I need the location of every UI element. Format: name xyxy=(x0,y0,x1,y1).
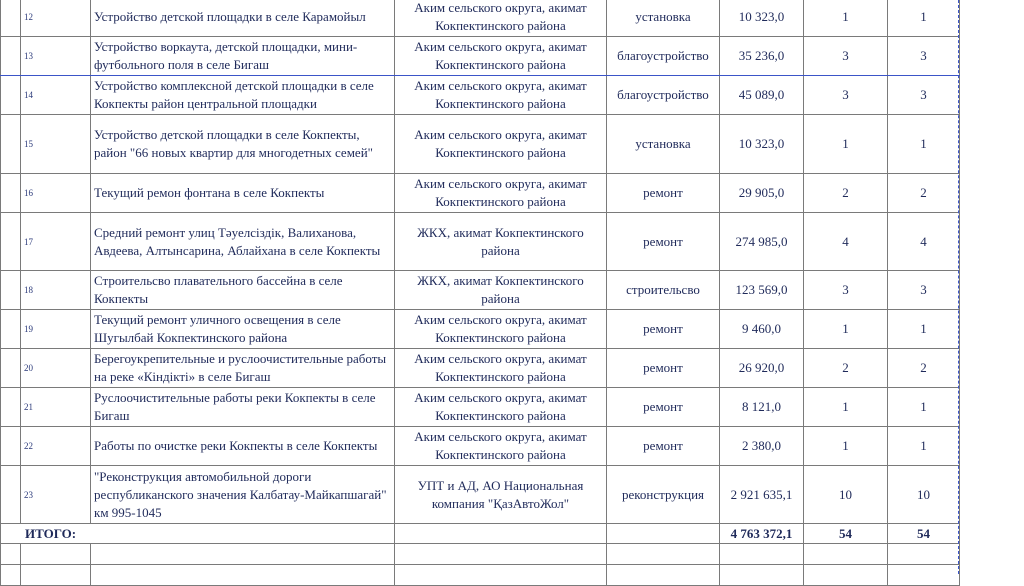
empty-row xyxy=(1,544,960,565)
total-count-2: 54 xyxy=(888,524,960,544)
row-number: 12 xyxy=(21,0,91,37)
row-spacer xyxy=(1,213,21,271)
count-2: 1 xyxy=(888,0,960,37)
table-row xyxy=(1,271,960,310)
page-break-line xyxy=(958,0,959,574)
work-type: ремонт xyxy=(607,388,720,427)
amount: 123 569,0 xyxy=(720,271,804,310)
project-name: Текущий ремон фонтана в селе Кокпекты xyxy=(91,174,395,213)
project-name: Руслоочистительные работы реки Кокпекты в селе Бигаш xyxy=(91,388,395,427)
work-type: реконструкция xyxy=(607,466,720,524)
project-name: Устройство детской площадки в селе Карамойыл xyxy=(91,0,395,37)
work-type: ремонт xyxy=(607,310,720,349)
count-1: 2 xyxy=(804,174,888,213)
table-row xyxy=(1,174,960,213)
table-row xyxy=(1,349,960,388)
count-1: 3 xyxy=(804,271,888,310)
table-row xyxy=(1,388,960,427)
total-count-1: 54 xyxy=(804,524,888,544)
work-type: строительсво xyxy=(607,271,720,310)
empty-cell xyxy=(21,544,91,565)
row-spacer xyxy=(1,37,21,76)
table-row xyxy=(1,76,960,115)
count-2: 10 xyxy=(888,466,960,524)
count-2: 1 xyxy=(888,388,960,427)
row-spacer xyxy=(1,427,21,466)
amount: 35 236,0 xyxy=(720,37,804,76)
project-name: Устройство воркаута, детской площадки, мини-футбольного поля в селе Бигаш xyxy=(91,37,395,76)
amount: 274 985,0 xyxy=(720,213,804,271)
count-2: 1 xyxy=(888,115,960,174)
count-1: 1 xyxy=(804,310,888,349)
empty-cell xyxy=(395,565,607,586)
count-1: 1 xyxy=(804,0,888,37)
executor: Аким сельского округа, акимат Кокпектинского района xyxy=(395,0,607,37)
table-row xyxy=(1,213,960,271)
row-number: 16 xyxy=(21,174,91,213)
project-name: Текущий ремонт уличного освещения в селе Шугылбай Кокпектинского района xyxy=(91,310,395,349)
row-spacer xyxy=(1,310,21,349)
empty-cell xyxy=(804,544,888,565)
amount: 2 380,0 xyxy=(720,427,804,466)
count-2: 3 xyxy=(888,37,960,76)
work-type: ремонт xyxy=(607,213,720,271)
table-body xyxy=(1,0,960,586)
work-type: благоустройство xyxy=(607,76,720,115)
count-1: 1 xyxy=(804,388,888,427)
empty-cell xyxy=(804,565,888,586)
amount: 9 460,0 xyxy=(720,310,804,349)
total-label: ИТОГО: xyxy=(1,524,395,544)
row-number: 19 xyxy=(21,310,91,349)
row-number: 15 xyxy=(21,115,91,174)
count-1: 1 xyxy=(804,115,888,174)
table-row xyxy=(1,310,960,349)
work-type: установка xyxy=(607,115,720,174)
executor: Аким сельского округа, акимат Кокпектинского района xyxy=(395,349,607,388)
row-number: 17 xyxy=(21,213,91,271)
table-row xyxy=(1,0,960,37)
empty-cell xyxy=(21,565,91,586)
empty-cell xyxy=(1,565,21,586)
empty-cell xyxy=(720,544,804,565)
amount: 8 121,0 xyxy=(720,388,804,427)
row-number: 14 xyxy=(21,76,91,115)
amount: 10 323,0 xyxy=(720,0,804,37)
row-spacer xyxy=(1,388,21,427)
count-1: 4 xyxy=(804,213,888,271)
project-name: Устройство детской площадки в селе Кокпекты, район "66 новых квартир для многодетных семей" xyxy=(91,115,395,174)
count-1: 2 xyxy=(804,349,888,388)
empty-cell xyxy=(1,544,21,565)
executor: Аким сельского округа, акимат Кокпектинского района xyxy=(395,76,607,115)
table-row xyxy=(1,115,960,174)
total-empty xyxy=(607,524,720,544)
empty-cell xyxy=(720,565,804,586)
project-name: "Реконструкция автомобильной дороги республиканского значения Калбатау-Майкапшагай" км 995-1045 xyxy=(91,466,395,524)
row-number: 18 xyxy=(21,271,91,310)
table-row xyxy=(1,37,960,76)
row-number: 13 xyxy=(21,37,91,76)
count-2: 2 xyxy=(888,349,960,388)
work-type: ремонт xyxy=(607,427,720,466)
project-name: Работы по очистке реки Кокпекты в селе Кокпекты xyxy=(91,427,395,466)
executor: Аким сельского округа, акимат Кокпектинского района xyxy=(395,174,607,213)
empty-cell xyxy=(607,565,720,586)
empty-row xyxy=(1,565,960,586)
row-spacer xyxy=(1,466,21,524)
table-row xyxy=(1,466,960,524)
count-2: 1 xyxy=(888,427,960,466)
empty-cell xyxy=(91,565,395,586)
amount: 45 089,0 xyxy=(720,76,804,115)
project-name: Строительсво плавательного бассейна в селе Кокпекты xyxy=(91,271,395,310)
project-name: Устройство комплексной детской площадки в селе Кокпекты район центральной площадки xyxy=(91,76,395,115)
work-type: установка xyxy=(607,0,720,37)
table-row xyxy=(1,427,960,466)
row-selection-line xyxy=(0,75,960,76)
executor: ЖКХ, акимат Кокпектинского района xyxy=(395,271,607,310)
empty-cell xyxy=(607,544,720,565)
empty-cell xyxy=(91,544,395,565)
amount: 26 920,0 xyxy=(720,349,804,388)
amount: 2 921 635,1 xyxy=(720,466,804,524)
row-spacer xyxy=(1,76,21,115)
executor: Аким сельского округа, акимат Кокпектинского района xyxy=(395,310,607,349)
work-type: ремонт xyxy=(607,174,720,213)
total-amount: 4 763 372,1 xyxy=(720,524,804,544)
executor: Аким сельского округа, акимат Кокпектинского района xyxy=(395,37,607,76)
count-1: 1 xyxy=(804,427,888,466)
amount: 10 323,0 xyxy=(720,115,804,174)
project-name: Берегоукрепительные и руслоочистительные работы на реке «Кіндікті» в селе Бигаш xyxy=(91,349,395,388)
count-2: 2 xyxy=(888,174,960,213)
count-1: 3 xyxy=(804,76,888,115)
executor: Аким сельского округа, акимат Кокпектинского района xyxy=(395,427,607,466)
project-name: Средний ремонт улиц Тәуелсіздік, Валиханова, Авдеева, Алтынсарина, Аблайхана в селе Кокпекты xyxy=(91,213,395,271)
executor: Аким сельского округа, акимат Кокпектинского района xyxy=(395,388,607,427)
row-spacer xyxy=(1,174,21,213)
row-spacer xyxy=(1,0,21,37)
empty-cell xyxy=(395,544,607,565)
executor: Аким сельского округа, акимат Кокпектинского района xyxy=(395,115,607,174)
amount: 29 905,0 xyxy=(720,174,804,213)
row-number: 23 xyxy=(21,466,91,524)
count-2: 3 xyxy=(888,271,960,310)
row-spacer xyxy=(1,271,21,310)
row-number: 22 xyxy=(21,427,91,466)
executor: ЖКХ, акимат Кокпектинского района xyxy=(395,213,607,271)
count-2: 1 xyxy=(888,310,960,349)
count-1: 3 xyxy=(804,37,888,76)
count-2: 4 xyxy=(888,213,960,271)
empty-cell xyxy=(888,544,960,565)
work-type: благоустройство xyxy=(607,37,720,76)
row-number: 20 xyxy=(21,349,91,388)
total-row xyxy=(1,524,960,544)
executor: УПТ и АД, АО Национальная компания "ҚазАвтоЖол" xyxy=(395,466,607,524)
row-spacer xyxy=(1,115,21,174)
empty-cell xyxy=(888,565,960,586)
work-type: ремонт xyxy=(607,349,720,388)
total-empty xyxy=(395,524,607,544)
row-spacer xyxy=(1,349,21,388)
row-number: 21 xyxy=(21,388,91,427)
count-1: 10 xyxy=(804,466,888,524)
count-2: 3 xyxy=(888,76,960,115)
